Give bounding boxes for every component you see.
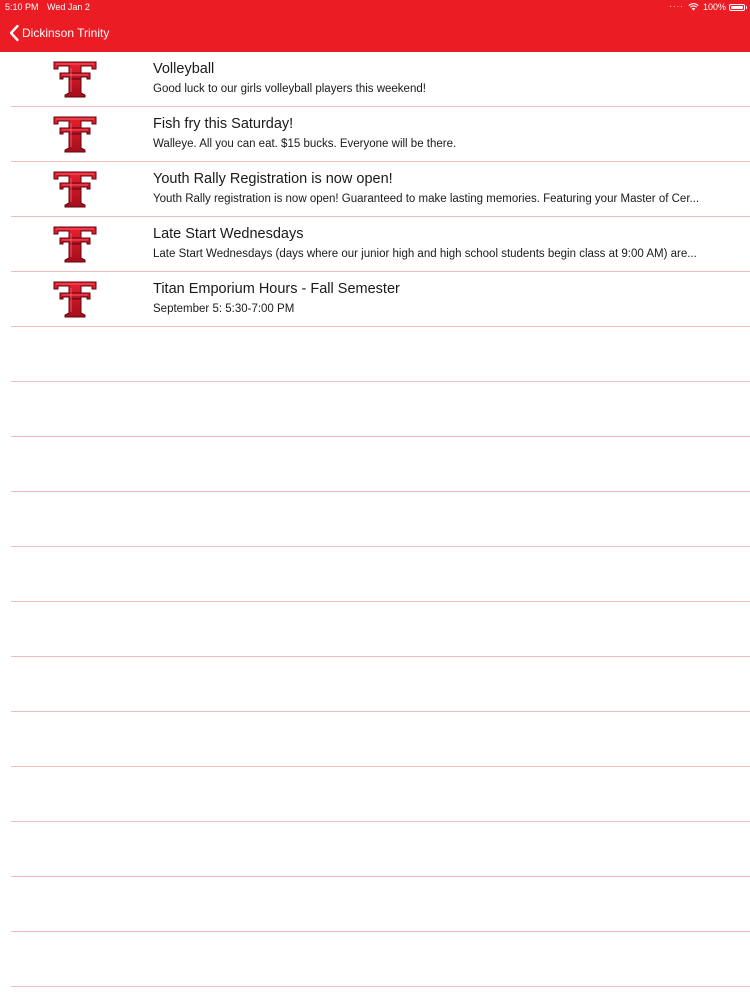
empty-row	[0, 382, 750, 437]
back-button-label: Dickinson Trinity	[22, 26, 110, 40]
battery-icon	[729, 4, 745, 11]
status-right	[669, 0, 745, 14]
trinity-logo-icon	[53, 280, 97, 318]
empty-row	[0, 602, 750, 657]
news-title: Youth Rally Registration is now open!	[153, 171, 393, 187]
empty-row	[0, 877, 750, 932]
news-title: Late Start Wednesdays	[153, 226, 304, 242]
empty-row	[0, 547, 750, 602]
battery-percent: 100%	[702, 2, 726, 12]
status-date: Wed Jan 2	[47, 2, 90, 12]
news-row[interactable]	[0, 162, 750, 217]
trinity-logo-icon	[53, 115, 97, 153]
empty-row	[0, 932, 750, 987]
empty-row	[0, 822, 750, 877]
news-subtitle: Walleye. All you can eat. $15 bucks. Everyone will be there.	[153, 138, 457, 150]
navigation-bar	[0, 14, 750, 52]
news-subtitle: September 5: 5:30-7:00 PM	[153, 303, 295, 315]
empty-row	[0, 767, 750, 822]
news-row[interactable]	[0, 52, 750, 107]
news-subtitle: Late Start Wednesdays (days where our junior high and high school students begin class at 9:00 AM) are...	[153, 248, 697, 260]
status-bar	[0, 0, 750, 14]
wifi-icon	[688, 3, 699, 11]
back-button[interactable]	[8, 24, 109, 42]
empty-row	[0, 712, 750, 767]
empty-row	[0, 327, 750, 382]
news-title: Volleyball	[153, 61, 215, 77]
row-divider	[11, 986, 750, 987]
battery-fill	[731, 6, 743, 9]
chevron-left-icon	[8, 24, 20, 42]
signal-dots-icon: ····	[669, 2, 684, 11]
news-row[interactable]	[0, 272, 750, 327]
empty-row	[0, 657, 750, 712]
status-time: 5:10 PM	[5, 2, 39, 12]
news-row[interactable]	[0, 107, 750, 162]
news-title: Fish fry this Saturday!	[153, 116, 294, 132]
empty-row	[0, 492, 750, 547]
trinity-logo-icon	[53, 170, 97, 208]
news-subtitle: Youth Rally registration is now open! Guaranteed to make lasting memories. Featuring your Master of Cer...	[153, 193, 700, 205]
empty-row	[0, 437, 750, 492]
news-title: Titan Emporium Hours - Fall Semester	[153, 281, 400, 297]
status-left	[5, 0, 96, 14]
news-subtitle: Good luck to our girls volleyball players this weekend!	[153, 83, 426, 95]
news-list	[0, 52, 750, 1000]
trinity-logo-icon	[53, 225, 97, 263]
trinity-logo-icon	[53, 60, 97, 98]
news-row[interactable]	[0, 217, 750, 272]
